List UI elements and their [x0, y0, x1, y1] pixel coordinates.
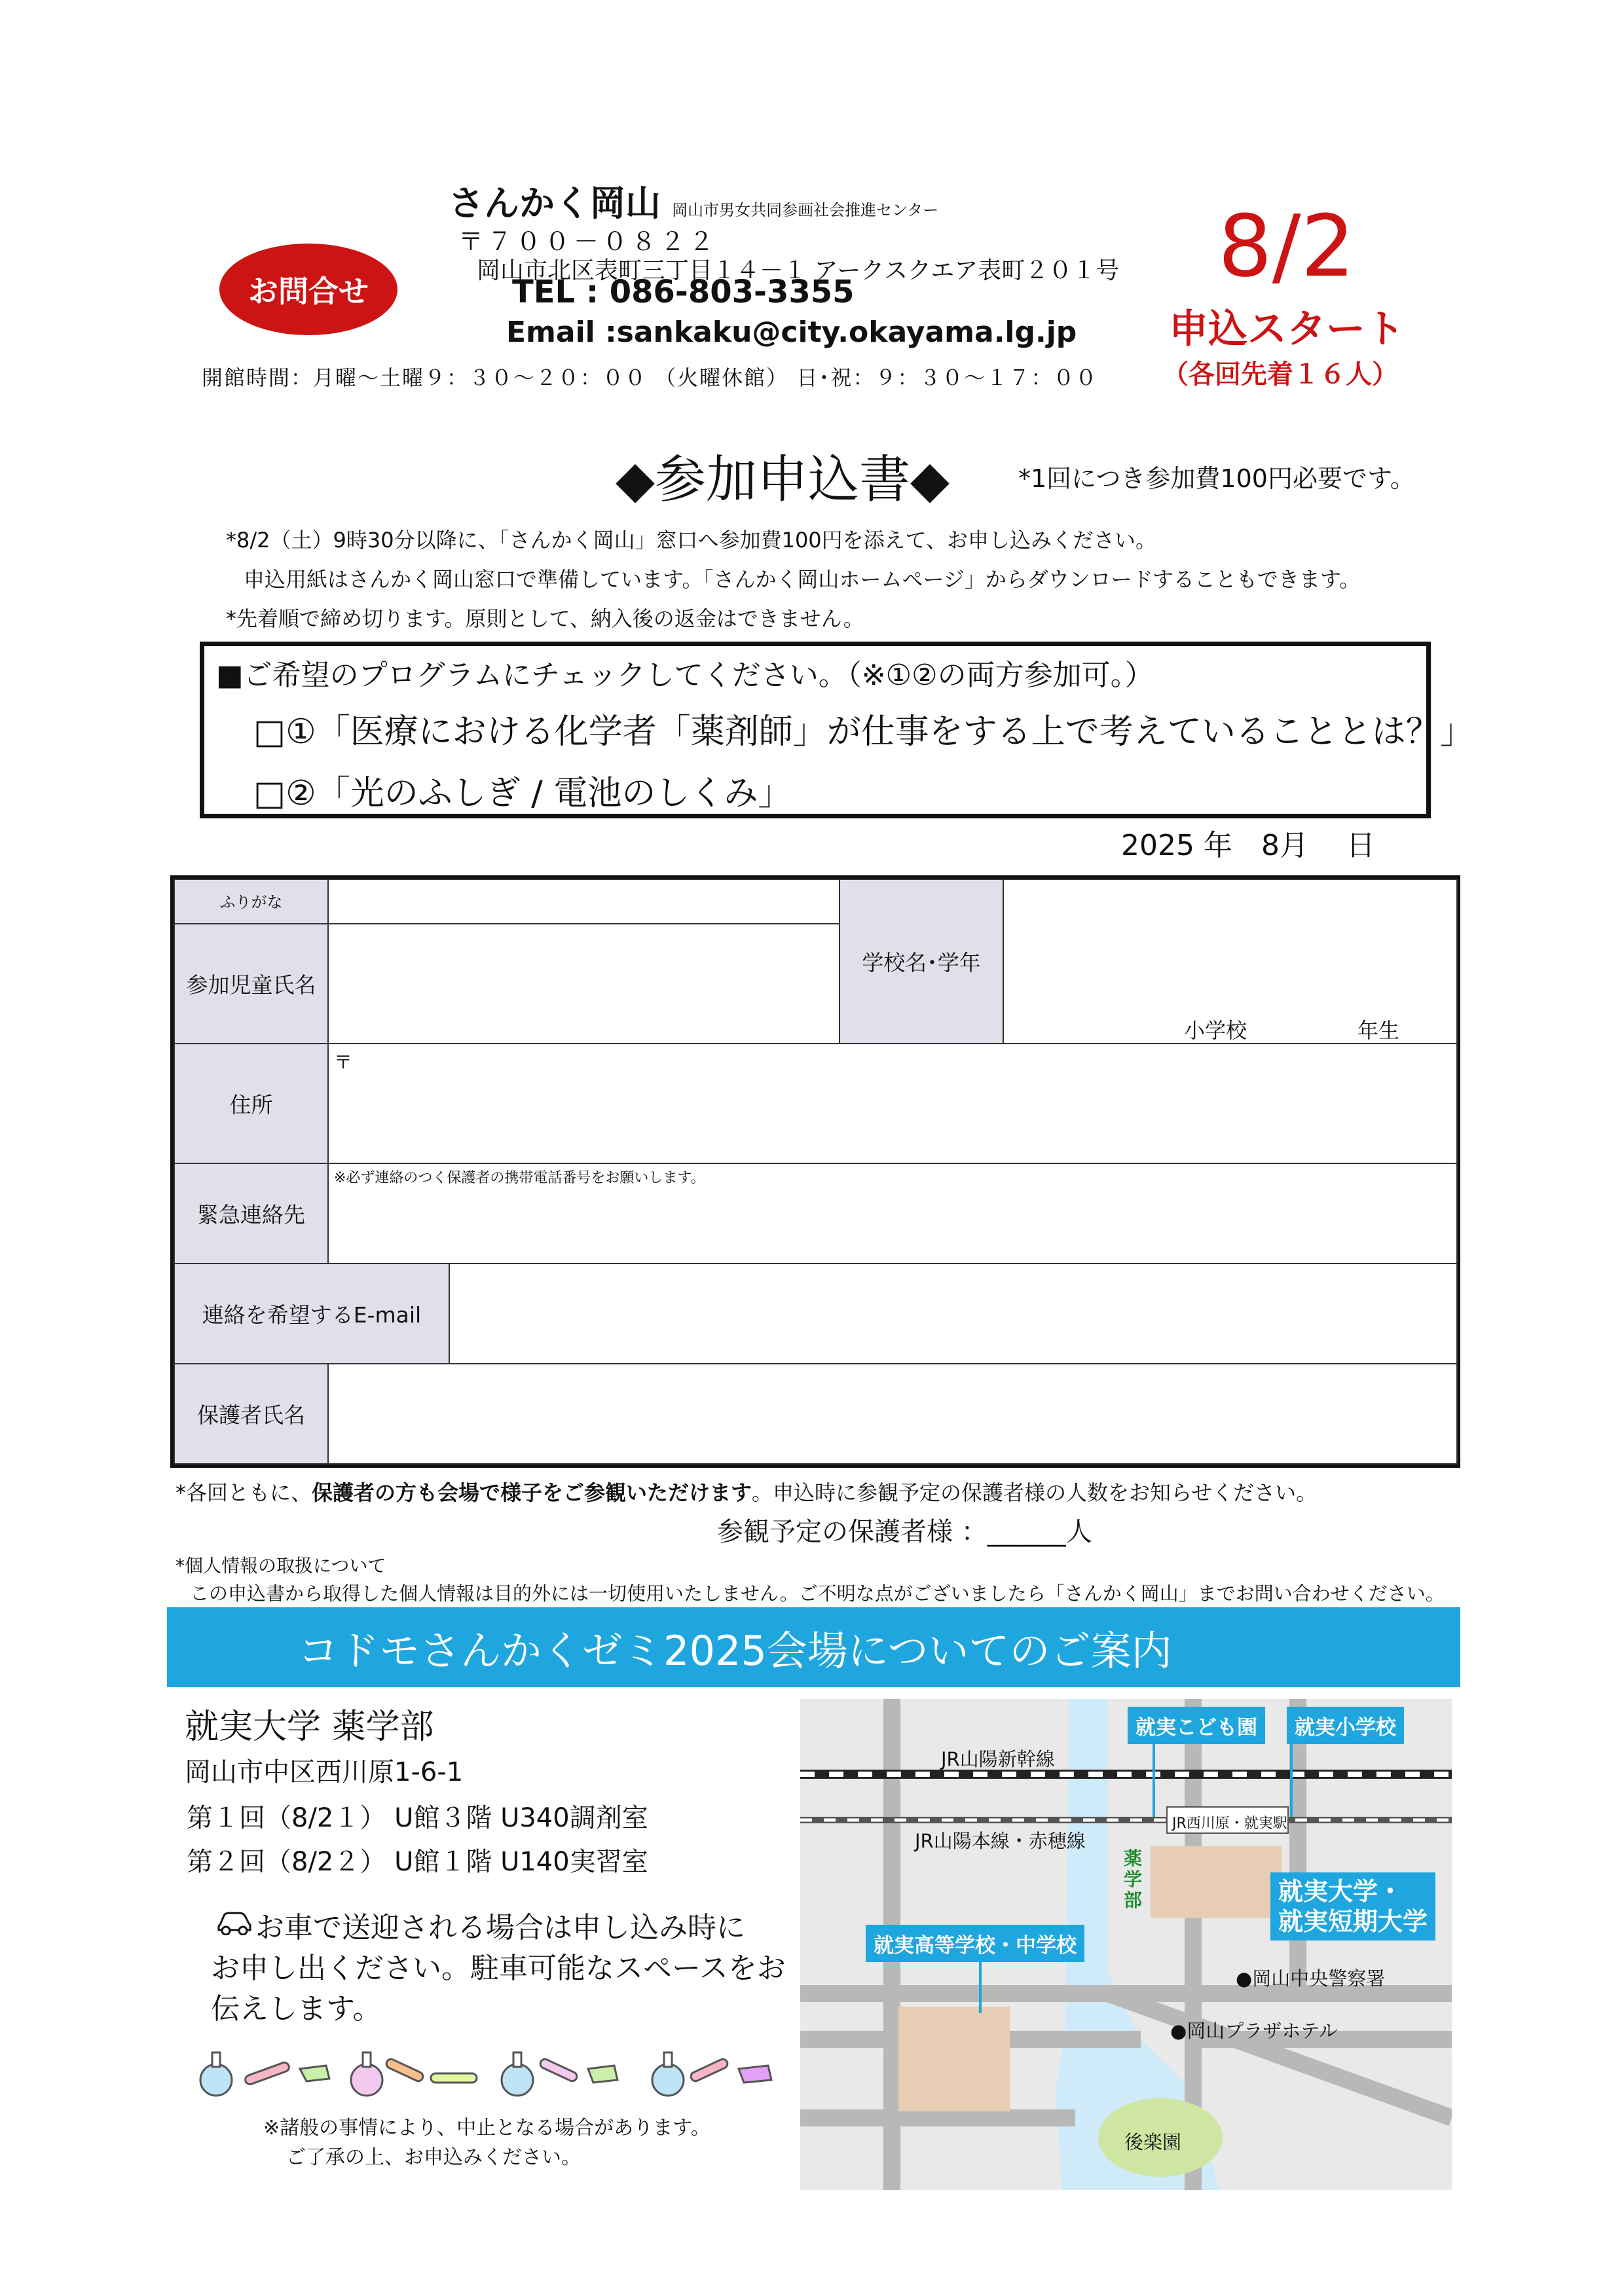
email-text: Email :sankaku@city.okayama.lg.jp — [506, 316, 1077, 349]
postal-mark: 〒 — [334, 1051, 353, 1073]
program-heading: ■ご希望のプログラムにチェックしてください。（※①②の両方参加可。） — [216, 659, 1154, 692]
guardian-label-cell — [174, 1363, 329, 1465]
flask-icon — [652, 2052, 771, 2096]
grade-suffix: 年生 — [1357, 1018, 1400, 1043]
map-shinkansen-label: JR山陽新幹線 — [941, 1748, 1055, 1770]
start-date: 8/2 — [1218, 196, 1356, 296]
map-university-line-1: 就実大学・ — [1278, 1877, 1403, 1906]
flask-icon — [200, 2052, 232, 2096]
form-title: ◆参加申込書◆ — [616, 450, 950, 509]
child-name-label: 参加児童氏名 — [186, 972, 316, 998]
map-station-label: JR西川原・就実駅 — [1172, 1815, 1287, 1832]
furigana-label: ふりがな — [219, 893, 283, 911]
car-note-line-1: お車で送迎される場合は申し込み時に — [255, 1911, 745, 1944]
privacy-text: この申込書から取得した個人情報は目的外には一切使用いたしません。ご不明な点がございましたら「さんかく岡山」までお問い合わせください。 — [190, 1582, 1445, 1605]
map-university-line-2: 就実短期大学 — [1278, 1907, 1428, 1936]
application-date: 2025 年 8月 日 — [1121, 829, 1375, 862]
venue-banner — [167, 1607, 1460, 1687]
caution-line-2: ご了承の上、お申込みください。 — [286, 2146, 581, 2169]
application-form — [170, 875, 1460, 1468]
school-suffix: 小学校 — [1184, 1018, 1247, 1043]
flask-icon — [351, 2052, 477, 2096]
org-header — [449, 175, 938, 226]
start-label: 申込スタート — [1169, 306, 1405, 352]
postal-code: 〒７００－０８２２ — [458, 227, 718, 256]
furigana-label-cell — [174, 879, 329, 924]
email-label: 連絡を希望するE-mail — [202, 1302, 422, 1328]
guardian-visit-note — [175, 1476, 1317, 1506]
venue-banner-text: コドモさんかくゼミ2025会場についてのご案内 — [298, 1626, 1172, 1675]
opening-hours: 開館時間：月曜～土曜９：３０～２０：００ （火曜休館） 日･祝：９：３０～１７：００ — [202, 365, 1098, 390]
program-option-1[interactable]: □①「医療における化学者「薬剤師」が仕事をする上で考えていることとは？」 — [253, 712, 1474, 752]
test-tube-icon — [244, 2061, 329, 2085]
lab-equipment-icons — [195, 2039, 811, 2104]
emergency-note: ※必ず連絡のつく保護者の携帯電話番号をお願いします。 — [334, 1170, 705, 1186]
contact-badge: お問合せ — [219, 244, 397, 335]
furigana-field[interactable] — [327, 879, 840, 924]
venue-address: 岡山市中区西川原1-6-1 — [185, 1757, 464, 1787]
map-high-school-label: 就実高等学校・中学校 — [866, 1925, 1084, 1962]
note-line-3: *先着順で締め切ります。原則として、納入後の返金はできません。 — [226, 606, 864, 631]
child-name-field[interactable] — [327, 923, 840, 1044]
address-label: 住所 — [229, 1092, 273, 1118]
map-garden-label: 後楽園 — [1124, 2131, 1182, 2153]
flask-icon — [502, 2052, 618, 2096]
child-name-label-cell — [174, 923, 329, 1044]
map-elementary-label: 就実小学校 — [1287, 1707, 1404, 1744]
car-icon — [216, 1910, 253, 1938]
map-pharmacy-label: 薬学部 — [1123, 1848, 1142, 1911]
map-hotel-label: ●岡山プラザホテル — [1170, 2020, 1338, 2042]
car-note-line-3: 伝えします。 — [211, 1992, 382, 2026]
map-university-label — [1270, 1872, 1435, 1941]
address-text: 岡山市北区表町三丁目１４－１ アークスクエア表町２０１号 — [477, 257, 1120, 284]
address-field[interactable] — [327, 1043, 1458, 1164]
emergency-field[interactable] — [327, 1163, 1458, 1264]
session-2: 第２回（8/2２） U館１階 U140実習室 — [187, 1847, 648, 1877]
map-sanyo-line-label: JR山陽本線・赤穂線 — [915, 1830, 1086, 1852]
capacity-note: （各回先着１６人） — [1162, 359, 1398, 390]
school-field[interactable] — [1003, 879, 1458, 1044]
guardian-label: 保護者氏名 — [197, 1402, 305, 1428]
car-note-line-2: お申し出ください。駐車可能なスペースをお — [211, 1952, 786, 1985]
emergency-label: 緊急連絡先 — [197, 1202, 305, 1228]
org-subtitle: 岡山市男女共同参画社会推進センター — [672, 201, 939, 219]
session-1: 第１回（8/2１） U館３階 U340調剤室 — [187, 1803, 648, 1833]
emergency-label-cell — [174, 1163, 329, 1264]
address-label-cell — [174, 1043, 329, 1164]
school-label-cell — [839, 879, 1004, 1044]
program-option-2[interactable]: □②「光のふしぎ / 電池のしくみ」 — [253, 774, 792, 813]
guardian-note-suffix: 。申込時に参観予定の保護者様の人数をお知らせください。 — [752, 1480, 1318, 1505]
email-label-cell — [174, 1263, 450, 1364]
caution-line-1: ※諸般の事情により、中止となる場合があります。 — [263, 2117, 710, 2140]
note-line-1: *8/2（土）9時30分以降に、「さんかく岡山」窓口へ参加費100円を添えて、お申し込みください。 — [226, 528, 1157, 553]
attendee-count-field[interactable]: 参観予定の保護者様 ：______人 — [717, 1517, 1092, 1547]
note-line-2: 申込用紙はさんかく岡山窓口で準備しています。「さんかく岡山ホームページ」からダウンロードすることもできます。 — [244, 567, 1361, 592]
venue-name: 就実大学 薬学部 — [185, 1707, 434, 1747]
guardian-note-prefix: *各回ともに、 — [175, 1480, 312, 1505]
school-label: 学校名･学年 — [862, 950, 981, 975]
tel-text: TEL : 086-803-3355 — [512, 274, 855, 310]
privacy-title: *個人情報の取扱について — [175, 1555, 386, 1576]
map-police-label: ●岡山中央警察署 — [1236, 1967, 1386, 1990]
guardian-field[interactable] — [327, 1363, 1458, 1465]
fee-note: *1回につき参加費100円必要です。 — [1018, 464, 1415, 493]
guardian-note-bold: 保護者の方も会場で様子をご参観いただけます — [312, 1480, 752, 1505]
program-selection-box — [200, 642, 1474, 818]
org-name: さんかく岡山 — [449, 183, 661, 224]
venue-map — [800, 1699, 1452, 2190]
map-kodomoen-label: 就実こども園 — [1128, 1707, 1265, 1744]
email-field[interactable] — [449, 1263, 1458, 1364]
